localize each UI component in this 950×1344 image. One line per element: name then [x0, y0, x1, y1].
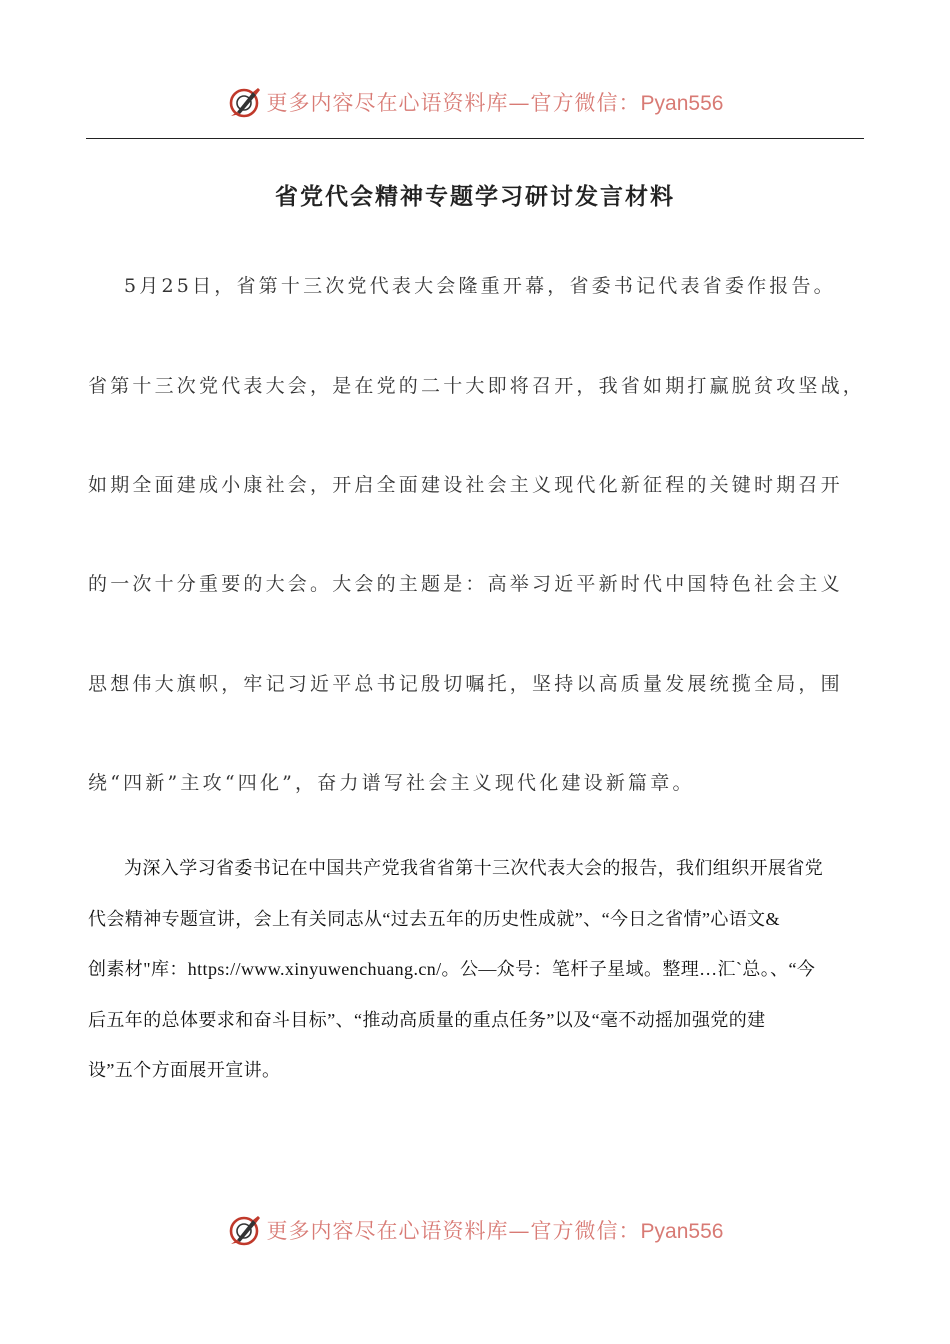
banner-slogan: 更多内容尽在心语资料库—官方微信： — [266, 91, 641, 115]
footer-banner — [0, 1208, 950, 1252]
paragraph1-line-6: 绕“四新”主攻“四化”，奋力谱写社会主义现代化建设新篇章。 — [88, 772, 695, 794]
pen-nib-icon — [227, 1212, 263, 1248]
paragraph2-line-1: 为深入学习省委书记在中国共产党我省省第十三次代表大会的报告，我们组织开展省党 — [124, 858, 824, 878]
banner-wechat-id: Pyan556 — [640, 92, 724, 115]
paragraph2-line-5: 设”五个方面展开宣讲。 — [88, 1060, 281, 1080]
footer-wechat-id: Pyan556 — [640, 1220, 724, 1243]
paragraph1-line-4: 的一次十分重要的大会。大会的主题是：高举习近平新时代中国特色社会主义 — [88, 573, 843, 595]
pen-nib-icon — [227, 84, 263, 120]
paragraph2 — [88, 843, 868, 1096]
paragraph2-line-4: 后五年的总体要求和奋斗目标”、“推动高质量的重点任务”以及“毫不动摇加强党的建 — [88, 1009, 766, 1030]
header-banner — [0, 80, 950, 124]
document-title: 省党代会精神专题学习研讨发言材料 — [275, 183, 675, 210]
paragraph2-line-2: 代会精神专题宣讲，会上有关同志从“过去五年的历史性成就”、“今日之省情”心语文& — [88, 908, 780, 929]
paragraph1-line-5: 思想伟大旗帜，牢记习近平总书记殷切嘱托，坚持以高质量发展统揽全局，围 — [88, 673, 843, 695]
paragraph1-line-2: 省第十三次党代表大会，是在党的二十大即将召开，我省如期打赢脱贫攻坚战， — [88, 375, 866, 397]
footer-slogan: 更多内容尽在心语资料库—官方微信： — [266, 1219, 641, 1243]
paragraph1-line-3: 如期全面建成小康社会，开启全面建设社会主义现代化新征程的关键时期召开 — [88, 474, 843, 496]
paragraph1-line-1: 5月25日，省第十三次党代表大会隆重开幕，省委书记代表省委作报告。 — [124, 275, 836, 297]
header-divider — [86, 138, 864, 139]
paragraph2-line-3: 创素材"库：https://www.xinyuwenchuang.cn/。公—众号：笔杆子星域。整理…汇`总。、“今 — [88, 959, 816, 979]
